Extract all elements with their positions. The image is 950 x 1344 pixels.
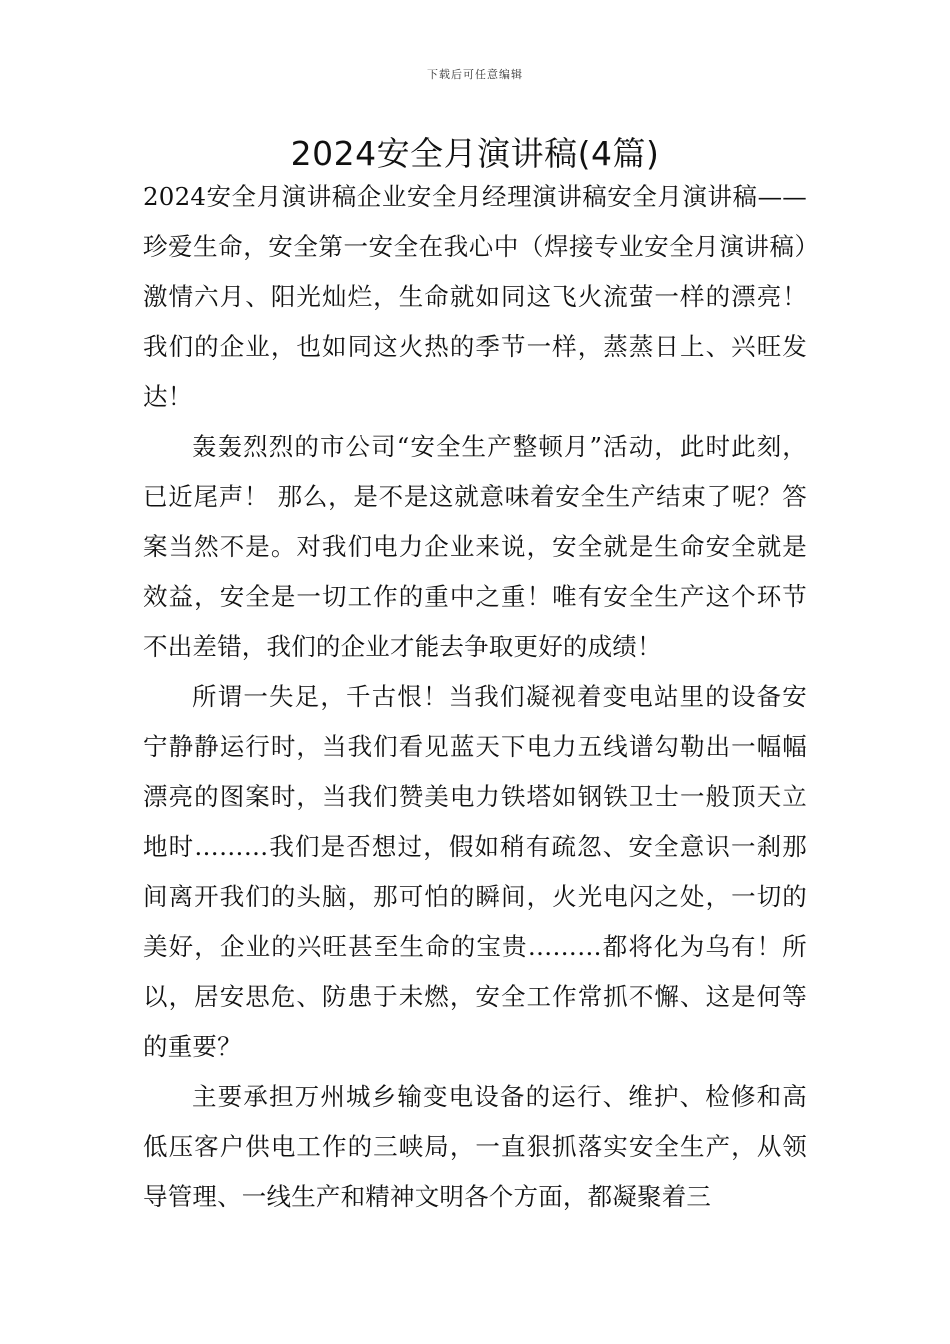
document-title: 2024安全月演讲稿(4篇) xyxy=(290,134,660,173)
paragraph-4: 主要承担万州城乡输变电设备的运行、维护、检修和高低压客户供电工作的三峡局，一直狠抓落实安全生产，从领导管理、一线生产和精神文明各个方面，都凝聚着三 xyxy=(143,1082,807,1211)
document-body xyxy=(143,172,857,1222)
paragraph-3: 所谓一失足，千古恨！当我们凝视着变电站里的设备安宁静静运行时，当我们看见蓝天下电力五线谱勾勒出一幅幅漂亮的图案时，当我们赞美电力铁塔如钢铁卫士一般顶天立地时………我们是否想过，假如稍有疏忽、安全意识一刹那间离开我们的头脑，那可怕的瞬间，火光电闪之处，一切的美好，企业的兴旺甚至生命的宝贵………都将化为乌有！所以，居安思危、防患于未燃，安全工作常抓不懈、这是何等的重要？ xyxy=(143,682,807,1061)
header-note: 下载后可任意编辑 xyxy=(427,68,523,81)
paragraph-2: 轰轰烈烈的市公司“安全生产整顿月”活动，此时此刻，已近尾声！ 那么，是不是这就意味着安全生产结束了呢？答案当然不是。对我们电力企业来说，安全就是生命安全就是效益，安全是一切工作的重中之重！唯有安全生产这个环节不出差错，我们的企业才能去争取更好的成绩！ xyxy=(143,432,807,661)
paragraph-1: 2024安全月演讲稿企业安全月经理演讲稿安全月演讲稿——珍爱生命，安全第一安全在我心中（焊接专业安全月演讲稿） 激情六月、阳光灿烂，生命就如同这飞火流萤一样的漂亮！我们的企业，也如同这火热的季节一样，蒸蒸日上、兴旺发达！ xyxy=(143,182,857,411)
